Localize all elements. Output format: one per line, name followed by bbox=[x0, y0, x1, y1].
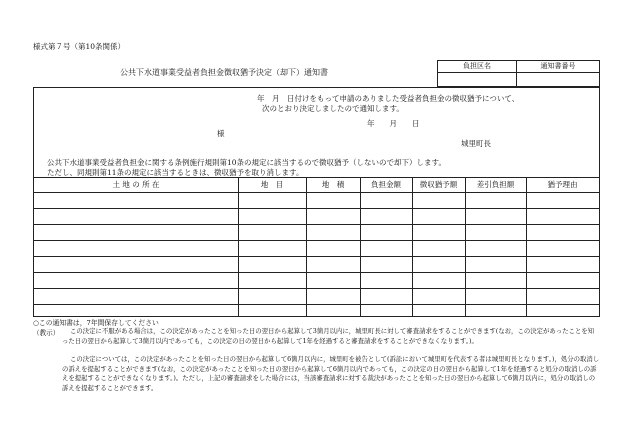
remark-lawsuit: この決定については，この決定があったことを知った日の翌日から起算して6箇月以内に，城里町を被告として(訴訟において城里町を代表する者は城里町長となります。)，処分の取消しの訴えを提起することができます(なお，この決定があったことを知った日の翌日から起算して6箇月以内であっても，この決定の日の翌日から起算して1年を経過すると処分の取消しの訴えを提起することができなくなります。)。ただし，上記の審査請求をした場合には，当該審査請求に対する裁決があったことを知った日の翌日から起算して6箇月以内に，処分の取消しの訴えを提起することができます。 bbox=[62, 355, 600, 392]
remark-label: （教示） bbox=[33, 329, 60, 337]
intro-line-1: 年 月 日付けをもって申請のありました受益者負担金の徴収猶予について、 bbox=[257, 94, 520, 103]
table-cell[interactable] bbox=[412, 256, 465, 272]
table-cell[interactable] bbox=[360, 256, 412, 272]
intro-line-2: 次のとおり決定しましたので通知します。 bbox=[262, 104, 404, 113]
table-cell[interactable] bbox=[306, 272, 360, 288]
table-cell[interactable] bbox=[526, 272, 599, 288]
table-cell[interactable] bbox=[238, 304, 306, 316]
column-header-deferral-reason: 猶予理由 bbox=[547, 179, 578, 189]
table-cell[interactable] bbox=[360, 224, 412, 240]
column-header-net-charge: 差引負担額 bbox=[476, 179, 515, 189]
table-cell[interactable] bbox=[238, 192, 306, 208]
table-cell[interactable] bbox=[34, 208, 238, 224]
column-header-deferred-amount: 徴収猶予額 bbox=[419, 179, 458, 189]
table-cell[interactable] bbox=[412, 272, 465, 288]
table-cell[interactable] bbox=[465, 208, 526, 224]
column-header-land-location: 土 地 の 所 在 bbox=[112, 179, 160, 189]
table-cell[interactable] bbox=[306, 224, 360, 240]
table-cell[interactable] bbox=[412, 304, 465, 316]
table-cell[interactable] bbox=[526, 256, 599, 272]
form-number: 様式第７号（第10条関係） bbox=[33, 42, 126, 51]
issue-date: 年 月 日 bbox=[367, 119, 420, 128]
table-cell[interactable] bbox=[360, 272, 412, 288]
table-cell[interactable] bbox=[238, 208, 306, 224]
table-cell[interactable] bbox=[412, 288, 465, 304]
table-cell[interactable] bbox=[306, 192, 360, 208]
decision-line-1: 公共下水道事業受益者負担金に関する条例施行規則第10条の規定に該当するので徴収猶予（しないので却下）します。 bbox=[47, 158, 446, 167]
table-cell[interactable] bbox=[238, 288, 306, 304]
table-cell[interactable] bbox=[34, 224, 238, 240]
table-cell[interactable] bbox=[412, 224, 465, 240]
table-cell[interactable] bbox=[360, 192, 412, 208]
column-header-charge-amount: 負担金額 bbox=[371, 179, 401, 189]
area-name-label: 負担区名 bbox=[463, 62, 491, 70]
table-cell[interactable] bbox=[238, 224, 306, 240]
retention-note: ○この通知書は，7年間保存してください bbox=[33, 319, 159, 327]
table-cell[interactable] bbox=[412, 192, 465, 208]
table-cell[interactable] bbox=[360, 240, 412, 256]
table-row bbox=[34, 256, 599, 272]
decision-line-2: ただし、同規則第11条の規定に該当するときは、徴収猶予を取り消します。 bbox=[47, 168, 304, 177]
table-cell[interactable] bbox=[526, 240, 599, 256]
table-cell[interactable] bbox=[306, 256, 360, 272]
table-cell[interactable] bbox=[306, 240, 360, 256]
table-cell[interactable] bbox=[34, 272, 238, 288]
table-cell[interactable] bbox=[465, 192, 526, 208]
table-row bbox=[34, 192, 599, 208]
table-row bbox=[34, 240, 599, 256]
header-info-table bbox=[437, 60, 600, 87]
column-header-land-category: 地 目 bbox=[260, 179, 284, 189]
main-form-box bbox=[33, 87, 600, 317]
notice-number-label: 通知書番号 bbox=[540, 62, 576, 70]
table-cell[interactable] bbox=[526, 224, 599, 240]
table-row bbox=[34, 208, 599, 224]
remark-review-request: この決定に不服がある場合は，この決定があったことを知った日の翌日から起算して3箇月以内に，城里町長に対して審査請求をすることができます(なお，この決定があったことを知った日の翌日から起算して3箇月以内であっても，この決定の日の翌日から起算して1年を経過すると審査請求をすることができなくなります。)。 bbox=[62, 327, 595, 345]
table-cell[interactable] bbox=[465, 288, 526, 304]
table-cell[interactable] bbox=[526, 304, 599, 316]
table-cell[interactable] bbox=[412, 240, 465, 256]
table-cell[interactable] bbox=[306, 208, 360, 224]
table-cell[interactable] bbox=[238, 256, 306, 272]
table-row bbox=[34, 288, 599, 304]
table-row bbox=[34, 304, 599, 316]
table-cell[interactable] bbox=[526, 208, 599, 224]
column-header-land-area: 地 積 bbox=[321, 179, 345, 189]
table-cell[interactable] bbox=[34, 288, 238, 304]
table-cell[interactable] bbox=[34, 256, 238, 272]
land-detail-table bbox=[34, 177, 599, 316]
table-cell[interactable] bbox=[360, 304, 412, 316]
table-cell[interactable] bbox=[465, 272, 526, 288]
table-cell[interactable] bbox=[238, 240, 306, 256]
table-cell[interactable] bbox=[360, 288, 412, 304]
table-cell[interactable] bbox=[306, 288, 360, 304]
table-cell[interactable] bbox=[34, 240, 238, 256]
table-cell[interactable] bbox=[34, 192, 238, 208]
table-cell[interactable] bbox=[465, 304, 526, 316]
table-cell[interactable] bbox=[465, 224, 526, 240]
table-cell[interactable] bbox=[360, 208, 412, 224]
table-cell[interactable] bbox=[412, 208, 465, 224]
document-title: 公共下水道事業受益者負担金徴収猶予決定（却下）通知書 bbox=[120, 68, 328, 77]
table-cell[interactable] bbox=[238, 272, 306, 288]
table-row bbox=[34, 272, 599, 288]
table-row bbox=[34, 224, 599, 240]
notice-number-value[interactable] bbox=[517, 73, 599, 86]
addressee-suffix: 様 bbox=[217, 129, 225, 138]
table-cell[interactable] bbox=[34, 304, 238, 316]
table-cell[interactable] bbox=[465, 256, 526, 272]
area-name-value[interactable] bbox=[438, 73, 516, 86]
table-cell[interactable] bbox=[526, 192, 599, 208]
table-cell[interactable] bbox=[465, 240, 526, 256]
issuer-name: 城里町長 bbox=[461, 139, 491, 148]
table-cell[interactable] bbox=[306, 304, 360, 316]
table-cell[interactable] bbox=[526, 288, 599, 304]
